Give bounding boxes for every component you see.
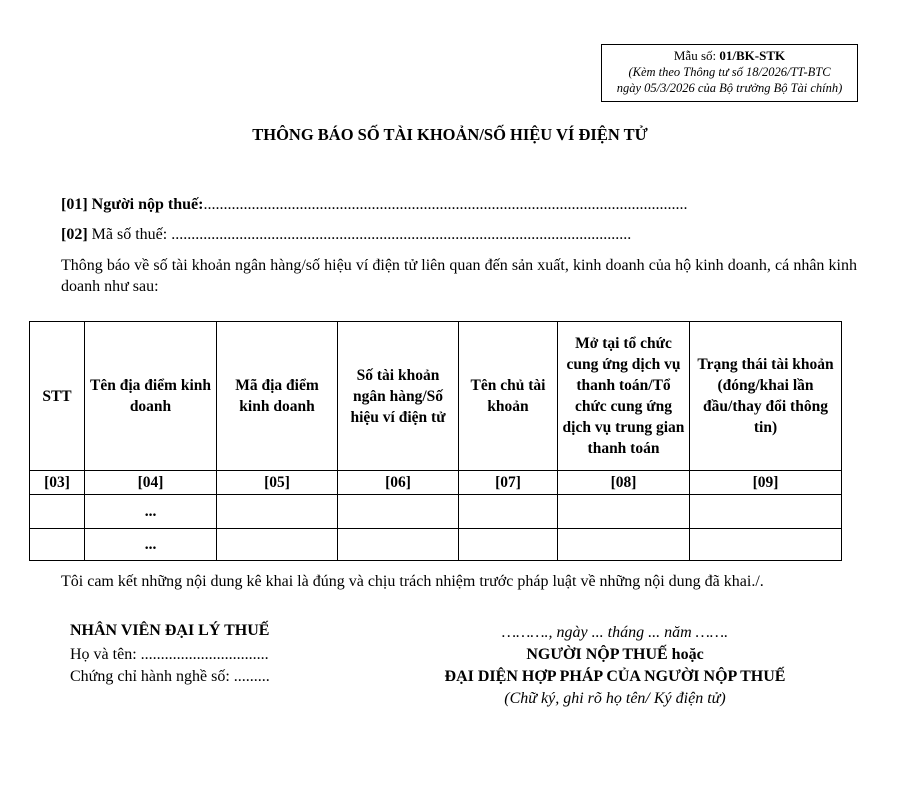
table-cell bbox=[690, 495, 842, 529]
intro-paragraph: Thông báo về số tài khoản ngân hàng/số hiệu ví điện tử liên quan đến sản xuất, kinh doanh của hộ kinh doanh, cá nhân kinh doanh như sau: bbox=[61, 257, 857, 295]
taxpayer-name-label: [01] Người nộp thuế: bbox=[61, 196, 204, 213]
taxpayer-name-dots: ......................................................................................................................... bbox=[203, 196, 688, 213]
taxpayer-name-field bbox=[61, 196, 687, 214]
form-circular-date: ngày 05/3/2026 của Bộ trưởng Bộ Tài chính) bbox=[616, 81, 843, 95]
header-business-location-name: Tên địa điểm kinh doanh bbox=[85, 322, 217, 471]
table-cell bbox=[558, 495, 690, 529]
account-table bbox=[29, 321, 842, 561]
form-code-line bbox=[602, 48, 857, 64]
commitment-paragraph: Tôi cam kết những nội dung kê khai là đúng và chịu trách nhiệm trước pháp luật về những nội dung đã khai./. bbox=[61, 573, 764, 590]
header-payment-provider: Mở tại tổ chức cung ứng dịch vụ thanh toán/Tổ chức cung ứng dịch vụ trung gian thanh toán bbox=[558, 322, 690, 471]
table-cell bbox=[459, 495, 558, 529]
signer-title-1: NGƯỜI NỘP THUẾ hoặc bbox=[526, 646, 704, 663]
agent-name-line: Họ và tên: ................................ bbox=[70, 646, 269, 663]
table-cell bbox=[338, 529, 459, 561]
code-07: [07] bbox=[459, 471, 558, 495]
table-header-row bbox=[30, 322, 842, 471]
table-cell: ... bbox=[85, 495, 217, 529]
tax-id-label: Mã số thuế: bbox=[87, 226, 172, 243]
code-03: [03] bbox=[30, 471, 85, 495]
document-title: THÔNG BÁO SỐ TÀI KHOẢN/SỐ HIỆU VÍ ĐIỆN TỬ bbox=[252, 125, 648, 144]
table-cell: ... bbox=[85, 529, 217, 561]
signer-title-2: ĐẠI DIỆN HỢP PHÁP CỦA NGƯỜI NỘP THUẾ bbox=[444, 668, 786, 685]
table-cell bbox=[30, 495, 85, 529]
table-cell bbox=[217, 529, 338, 561]
table-cell bbox=[459, 529, 558, 561]
tax-id-dots: ................................................................................................................... bbox=[171, 226, 632, 243]
code-06: [06] bbox=[338, 471, 459, 495]
tax-id-code: [02] bbox=[61, 226, 88, 243]
form-circular-ref: (Kèm theo Thông tư số 18/2026/TT-BTC bbox=[628, 65, 831, 79]
form-code-prefix: Mẫu số: bbox=[673, 48, 720, 63]
form-code: 01/BK-STK bbox=[719, 48, 786, 63]
signature-date-line: ………., ngày ... tháng ... năm ……. bbox=[501, 624, 729, 641]
header-account-number: Số tài khoản ngân hàng/Số hiệu ví điện tử bbox=[338, 322, 459, 471]
header-account-status: Trạng thái tài khoản (đóng/khai lần đầu/thay đổi thông tin) bbox=[690, 322, 842, 471]
code-04: [04] bbox=[85, 471, 217, 495]
table-cell bbox=[30, 529, 85, 561]
table-row bbox=[30, 529, 842, 561]
table-cell bbox=[558, 529, 690, 561]
header-business-location-code: Mã địa điểm kinh doanh bbox=[217, 322, 338, 471]
signature-note: (Chữ ký, ghi rõ họ tên/ Ký điện tử) bbox=[504, 690, 726, 707]
table-row bbox=[30, 495, 842, 529]
code-09: [09] bbox=[690, 471, 842, 495]
form-code-box bbox=[601, 44, 858, 102]
table-cell bbox=[338, 495, 459, 529]
table-cell bbox=[217, 495, 338, 529]
code-08: [08] bbox=[558, 471, 690, 495]
agent-title: NHÂN VIÊN ĐẠI LÝ THUẾ bbox=[70, 622, 270, 639]
header-account-holder: Tên chủ tài khoản bbox=[459, 322, 558, 471]
header-stt: STT bbox=[30, 322, 85, 471]
code-05: [05] bbox=[217, 471, 338, 495]
agent-cert-line: Chứng chỉ hành nghề số: ......... bbox=[70, 668, 270, 685]
tax-id-field bbox=[61, 226, 631, 244]
table-cell bbox=[690, 529, 842, 561]
table-code-row bbox=[30, 471, 842, 495]
